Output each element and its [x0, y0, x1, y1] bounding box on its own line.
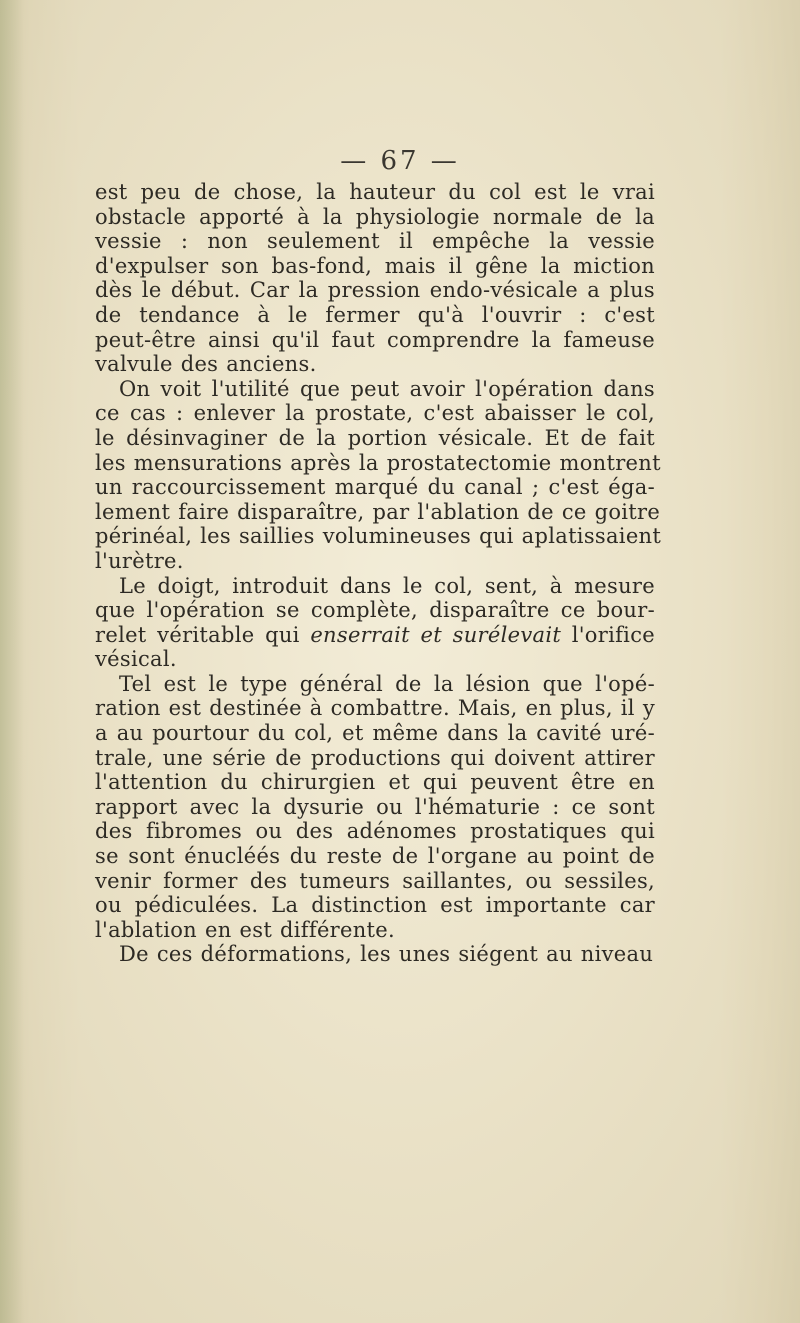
- text-line: a au pourtour du col, et même dans la cavité uré-: [95, 721, 655, 746]
- text-line: De ces déformations, les unes siégent au niveau: [119, 942, 654, 967]
- body-text: [95, 180, 662, 967]
- text-line: obstacle apporté à la physiologie normale de la: [95, 204, 655, 229]
- text-line: des fibromes ou des adénomes prostatiques qui: [95, 819, 655, 844]
- text-line: un raccourcissement marqué du canal ; c'est éga-: [95, 475, 655, 500]
- text-line: venir former des tumeurs saillantes, ou sessiles,: [95, 868, 655, 893]
- text-line: trale, une série de productions qui doivent attirer: [95, 745, 655, 770]
- text-line: l'urètre.: [95, 548, 184, 573]
- text-line: vessie : non seulement il empêche la vessie: [95, 229, 655, 254]
- italic-fragment: enserrait et surélevait: [310, 622, 562, 647]
- text-line-mixed: [95, 623, 655, 648]
- text-line: ou pédiculées. La distinction est importante car: [95, 893, 655, 918]
- text-line: rapport avec la dysurie ou l'hématurie : ce sont: [95, 794, 655, 819]
- page-edge-shadow: [0, 0, 24, 1323]
- text-line: de tendance à le fermer qu'à l'ouvrir : c'est: [95, 302, 655, 327]
- text-line: est peu de chose, la hauteur du col est le vrai: [95, 180, 655, 204]
- text-line: le désinvaginer de la portion vésicale. Et de fait: [95, 425, 655, 450]
- text-line: d'expulser son bas-fond, mais il gêne la miction: [95, 253, 655, 278]
- text-line: Tel est le type général de la lésion que l'opé-: [119, 671, 655, 696]
- text-line: l'ablation en est différente.: [95, 917, 395, 942]
- text-line: que l'opération se complète, disparaître ce bour-: [95, 598, 655, 623]
- text-line: peut-être ainsi qu'il faut comprendre la fameuse: [95, 327, 655, 352]
- text-line: lement faire disparaître, par l'ablation de ce goitre: [95, 499, 661, 524]
- text-line: Le doigt, introduit dans le col, sent, à mesure: [119, 573, 655, 598]
- text-line: vésical.: [95, 647, 177, 672]
- text-fragment: l'orifice: [561, 622, 655, 647]
- text-fragment: relet véritable qui: [95, 622, 311, 647]
- text-line: On voit l'utilité que peut avoir l'opération dans: [119, 376, 655, 401]
- text-line: périnéal, les saillies volumineuses qui aplatissaient: [95, 524, 662, 549]
- text-line: dès le début. Car la pression endo-vésicale a plus: [95, 278, 655, 303]
- text-line: les mensurations après la prostatectomie montrent: [95, 450, 661, 475]
- text-line: l'attention du chirurgien et qui peuvent être en: [95, 770, 655, 795]
- text-line: ce cas : enlever la prostate, c'est abaisser le col,: [95, 401, 655, 426]
- text-line: valvule des anciens.: [95, 352, 317, 377]
- page-number: — 67 —: [340, 146, 460, 176]
- text-line: ration est destinée à combattre. Mais, en plus, il y: [95, 696, 655, 721]
- text-line: se sont énucléés du reste de l'organe au point de: [95, 844, 655, 869]
